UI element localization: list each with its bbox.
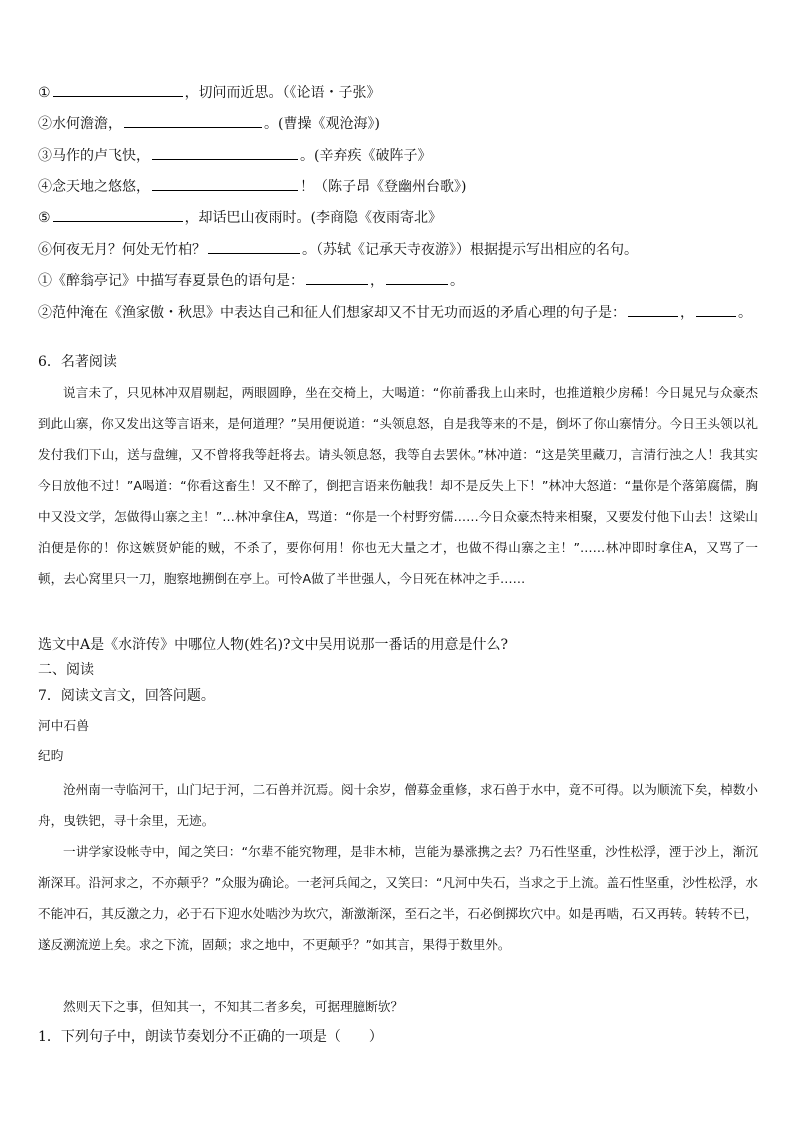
item-prefix: ① [38,85,51,101]
q5-item-6 [38,239,638,260]
q6-heading: 6．名著阅读 [38,354,117,370]
q7-sub-question-1: 1．下列句子中，朗读节奏划分不正确的一项是（ ） [38,1029,383,1045]
q5-item-2 [38,113,380,134]
item-prefix: ④念天地之悠悠， [38,179,150,195]
passage-author: 纪昀 [38,748,64,763]
q5-item-4 [38,176,466,197]
end-mark: 。 [450,273,464,289]
answer-blank[interactable] [628,302,678,317]
item-prefix: ③马作的卢飞快， [38,148,150,164]
q5-sub2 [38,302,752,323]
passage-title: 河中石兽 [38,718,90,733]
sub-question-text: ②范仲淹在《渔家傲・秋思》中表达自己和征人们想家却又不甘无功而返的矛盾心理的句子是： [38,305,626,321]
passage-paragraph-1: 沧州南一寺临河干，山门圮于河，二石兽并沉焉。阅十余岁，僧募金重修，求石兽于水中，竟不可得。以为顺流下矣，棹数小舟，曳铁钯，寻十余里，无迹。 [38,782,758,828]
answer-blank[interactable] [696,302,736,317]
sub-question-text: ①《醉翁亭记》中描写春夏景色的语句是： [38,273,304,289]
q7-heading: 7．阅读文言文，回答问题。 [38,688,215,704]
separator: ， [680,305,694,321]
item-prefix: ⑥何夜无月？何处无竹柏？ [38,242,206,258]
answer-blank[interactable] [152,176,298,191]
answer-blank[interactable] [386,270,448,285]
answer-blank[interactable] [306,270,368,285]
item-suffix: 。(曹操《观沧海》) [264,116,380,132]
separator: ， [370,273,384,289]
item-prefix: ⑤ [38,210,51,226]
answer-blank[interactable] [152,145,298,160]
q5-item-5 [38,207,442,228]
answer-blank[interactable] [53,82,183,97]
q6-question: 选文中A是《水浒传》中哪位人物(姓名)?文中吴用说那一番话的用意是什么? [38,637,509,653]
end-mark: 。 [738,305,752,321]
item-prefix: ②水何澹澹， [38,116,122,132]
item-suffix: 。(辛弃疾《破阵子》 [300,148,432,164]
passage-paragraph-2: 一讲学家设帐寺中，闻之笑曰：“尔辈不能究物理，是非木柿，岂能为暴涨携之去？乃石性坚重，沙性松浮，湮于沙上，渐沉渐深耳。沿河求之，不亦颠乎？”众服为确论。一老河兵闻之，又笑曰：“凡河中失石，当求之于上流。盖石性坚重，沙性松浮，水不能冲石，其反激之力，必于石下迎水处啮沙为坎穴，渐激渐深，至石之半，石必倒掷坎穴中。如是再啮，石又再转。转转不已，遂反溯流逆上矣。求之下流，固颠；求之地中，不更颠乎？”如其言，果得于数里外。 [38,844,758,952]
passage-paragraph-3: 然则天下之事，但知其一，不知其二者多矣，可据理臆断欤？ [63,999,404,1014]
answer-blank[interactable] [124,113,262,128]
q5-item-3 [38,145,431,166]
item-suffix: ！（陈子昂《登幽州台歌》) [300,179,467,195]
section-heading: 二、阅读 [38,662,94,678]
item-suffix: ，却话巴山夜雨时。(李商隐《夜雨寄北》 [184,210,443,226]
answer-blank[interactable] [208,239,300,254]
answer-blank[interactable] [53,207,183,222]
item-suffix: ，切问而近思。（《论语・子张》 [184,85,381,101]
q5-sub1 [38,270,464,291]
q6-passage: 说言未了，只见林冲双眉剔起，两眼圆睁，坐在交椅上，大喝道：“你前番我上山来时，也推道粮少房稀！今日晁兄与众豪杰到此山寨，你又发出这等言语来，是何道理？”吴用便说道：“头领息怒，自是我等来的不是，倒坏了你山寨情分。今日王头领以礼发付我们下山，送与盘缠，又不曾将我等赶将去。请头领息怒，我等自去罢休。”林冲道：“这是笑里藏刀，言清行浊之人！我其实今日放他不过！”A喝道：“你看这畜生！又不醉了，倒把言语来伤触我！却不是反失上下！”林冲大怒道：“量你是个落第腐儒，胸中又没文学，怎做得山寨之主！”…林冲拿住A，骂道：“你是一个村野穷儒……今日众豪杰特来相聚，又要发付他下山去！这梁山泊便是你的！你这嫉贤妒能的贼，不杀了，要你何用！你也无大量之才，也做不得山寨之主！”……林冲即时拿住A，又骂了一顿，去心窝里只一刀，胞察地搠倒在亭上。可怜A做了半世强人，今日死在林冲之手…… [38,385,758,586]
q5-item-1 [38,82,381,103]
item-suffix: 。（苏轼《记承天寺夜游》）根据提示写出相应的名句。 [302,242,638,258]
